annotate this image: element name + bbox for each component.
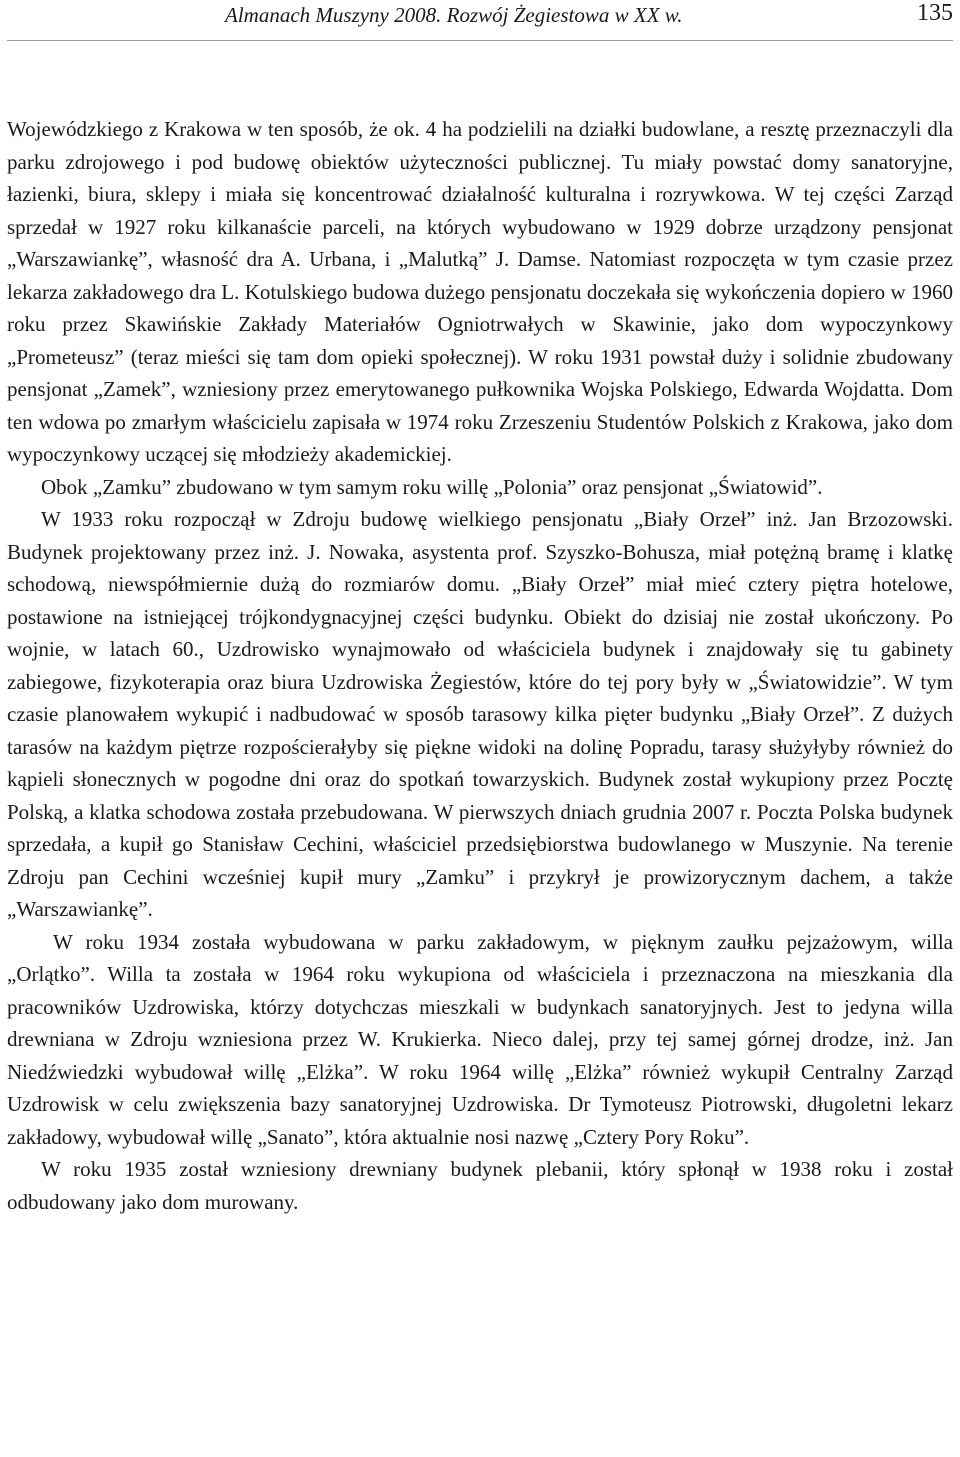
paragraph: W 1933 roku rozpoczął w Zdroju budowę wielkiego pensjonatu „Biały Orzeł” inż. Jan Brzozowski. Budynek projektowany przez inż. J. Nowaka, asystenta prof. Szyszko-Bohusza, miał potężną bramę i klatkę schodową, niewspółmiernie dużą do rozmiarów domu. „Biały Orzeł” miał mieć cztery piętra hotelowe, postawione na istniejącej trójkondygnacyjnej części budynku. Obiekt do dzisiaj nie został ukończony. Po wojnie, w latach 60., Uzdrowisko wynajmowało od właściciela budynek i znajdowały się tu gabinety zabiegowe, fizykoterapia oraz biura Uzdrowiska Żegiestów, które do tej pory były w „Światowidzie”. W tym czasie planowałem wykupić i nadbudować w sposób tarasowy kilka pięter budynku „Biały Orzeł”. Z dużych tarasów na każdym piętrze rozpościerałyby się piękne widoki na dolinę Popradu, tarasy służyłyby również do kąpieli słonecznych w pogodne dni oraz do spotkań towarzyskich. Budynek został wykupiony przez Pocztę Polską, a klatka schodowa została przebudowana. W pierwszych dniach grudnia 2007 r. Poczta Polska budynek sprzedała, a kupił go Stanisław Cechini, właściciel przedsiębiorstwa budowlanego w Muszynie. Na terenie Zdroju pan Cechini wcześniej kupił mury „Zamku” i przykrył je prowizorycznym dachem, a także „Warszawiankę”. (7, 507, 953, 921)
paragraph: W roku 1934 została wybudowana w parku zakładowym, w pięknym zaułku pejzażowym, willa „Orlątko”. Willa ta została w 1964 roku wykupiona od właściciela i przeznaczona na mieszkania dla pracowników Uzdrowiska, którzy dotychczas mieszkali w budynkach sanatoryjnych. Jest to jedyna willa drewniana w Zdroju wzniesiona przez W. Krukierka. Nieco dalej, przy tej samej górnej drodze, inż. Jan Niedźwiedzki wybudował willę „Elżka”. W roku 1964 willę „Elżka” również wykupił Centralny Zarząd Uzdrowisk w celu zwiększenia bazy sanatoryjnej Uzdrowiska. Dr Tymoteusz Piotrowski, długoletni lekarz zakładowy, wybudował willę „Sanato”, która aktualnie nosi nazwę „Cztery Pory Roku”. (7, 929, 953, 1149)
page-content (7, 0, 953, 1218)
running-header (7, 0, 953, 41)
paragraph: W roku 1935 został wzniesiony drewniany budynek plebanii, który spłonął w 1938 roku i został odbudowany jako dom murowany. (7, 1157, 953, 1214)
paragraph: Wojewódzkiego z Krakowa w ten sposób, że ok. 4 ha podzielili na działki budowlane, a resztę przeznaczyli dla parku zdrojowego i pod budowę obiektów użyteczności publicznej. Tu miały powstać domy sanatoryjne, łazienki, biura, sklepy i miała się koncentrować działalność kulturalna i rozrywkowa. W tej części Zarząd sprzedał w 1927 roku kilkanaście parceli, na których wybudowano w 1929 dobrze urządzony pensjonat „Warszawiankę”, własność dra A. Urbana, i „Malutką” J. Damse. Natomiast rozpoczęta w tym czasie przez lekarza zakładowego dra L. Kotulskiego budowa dużego pensjonatu doczekała się wykończenia dopiero w 1960 roku przez Skawińskie Zakłady Materiałów Ogniotrwałych w Skawinie, jako dom wypoczynkowy „Prometeusz” (teraz mieści się tam dom opieki społecznej). W roku 1931 powstał duży i solidnie zbudowany pensjonat „Zamek”, wzniesiony przez emerytowanego pułkownika Wojska Polskiego, Edwarda Wojdatta. Dom ten wdowa po zmarłym właścicielu zapisała w 1974 roku Zrzeszeniu Studentów Polskich z Krakowa, jako dom wypoczynkowy uczącej się młodzieży akademickiej. (7, 117, 953, 466)
publication-title: Almanach Muszyny 2008. Rozwój Żegiestowa w XX w. (225, 3, 683, 27)
article-body (7, 113, 953, 1218)
page-number: 135 (917, 0, 953, 26)
paragraph: Obok „Zamku” zbudowano w tym samym roku willę „Polonia” oraz pensjonat „Światowid”. (41, 474, 823, 499)
